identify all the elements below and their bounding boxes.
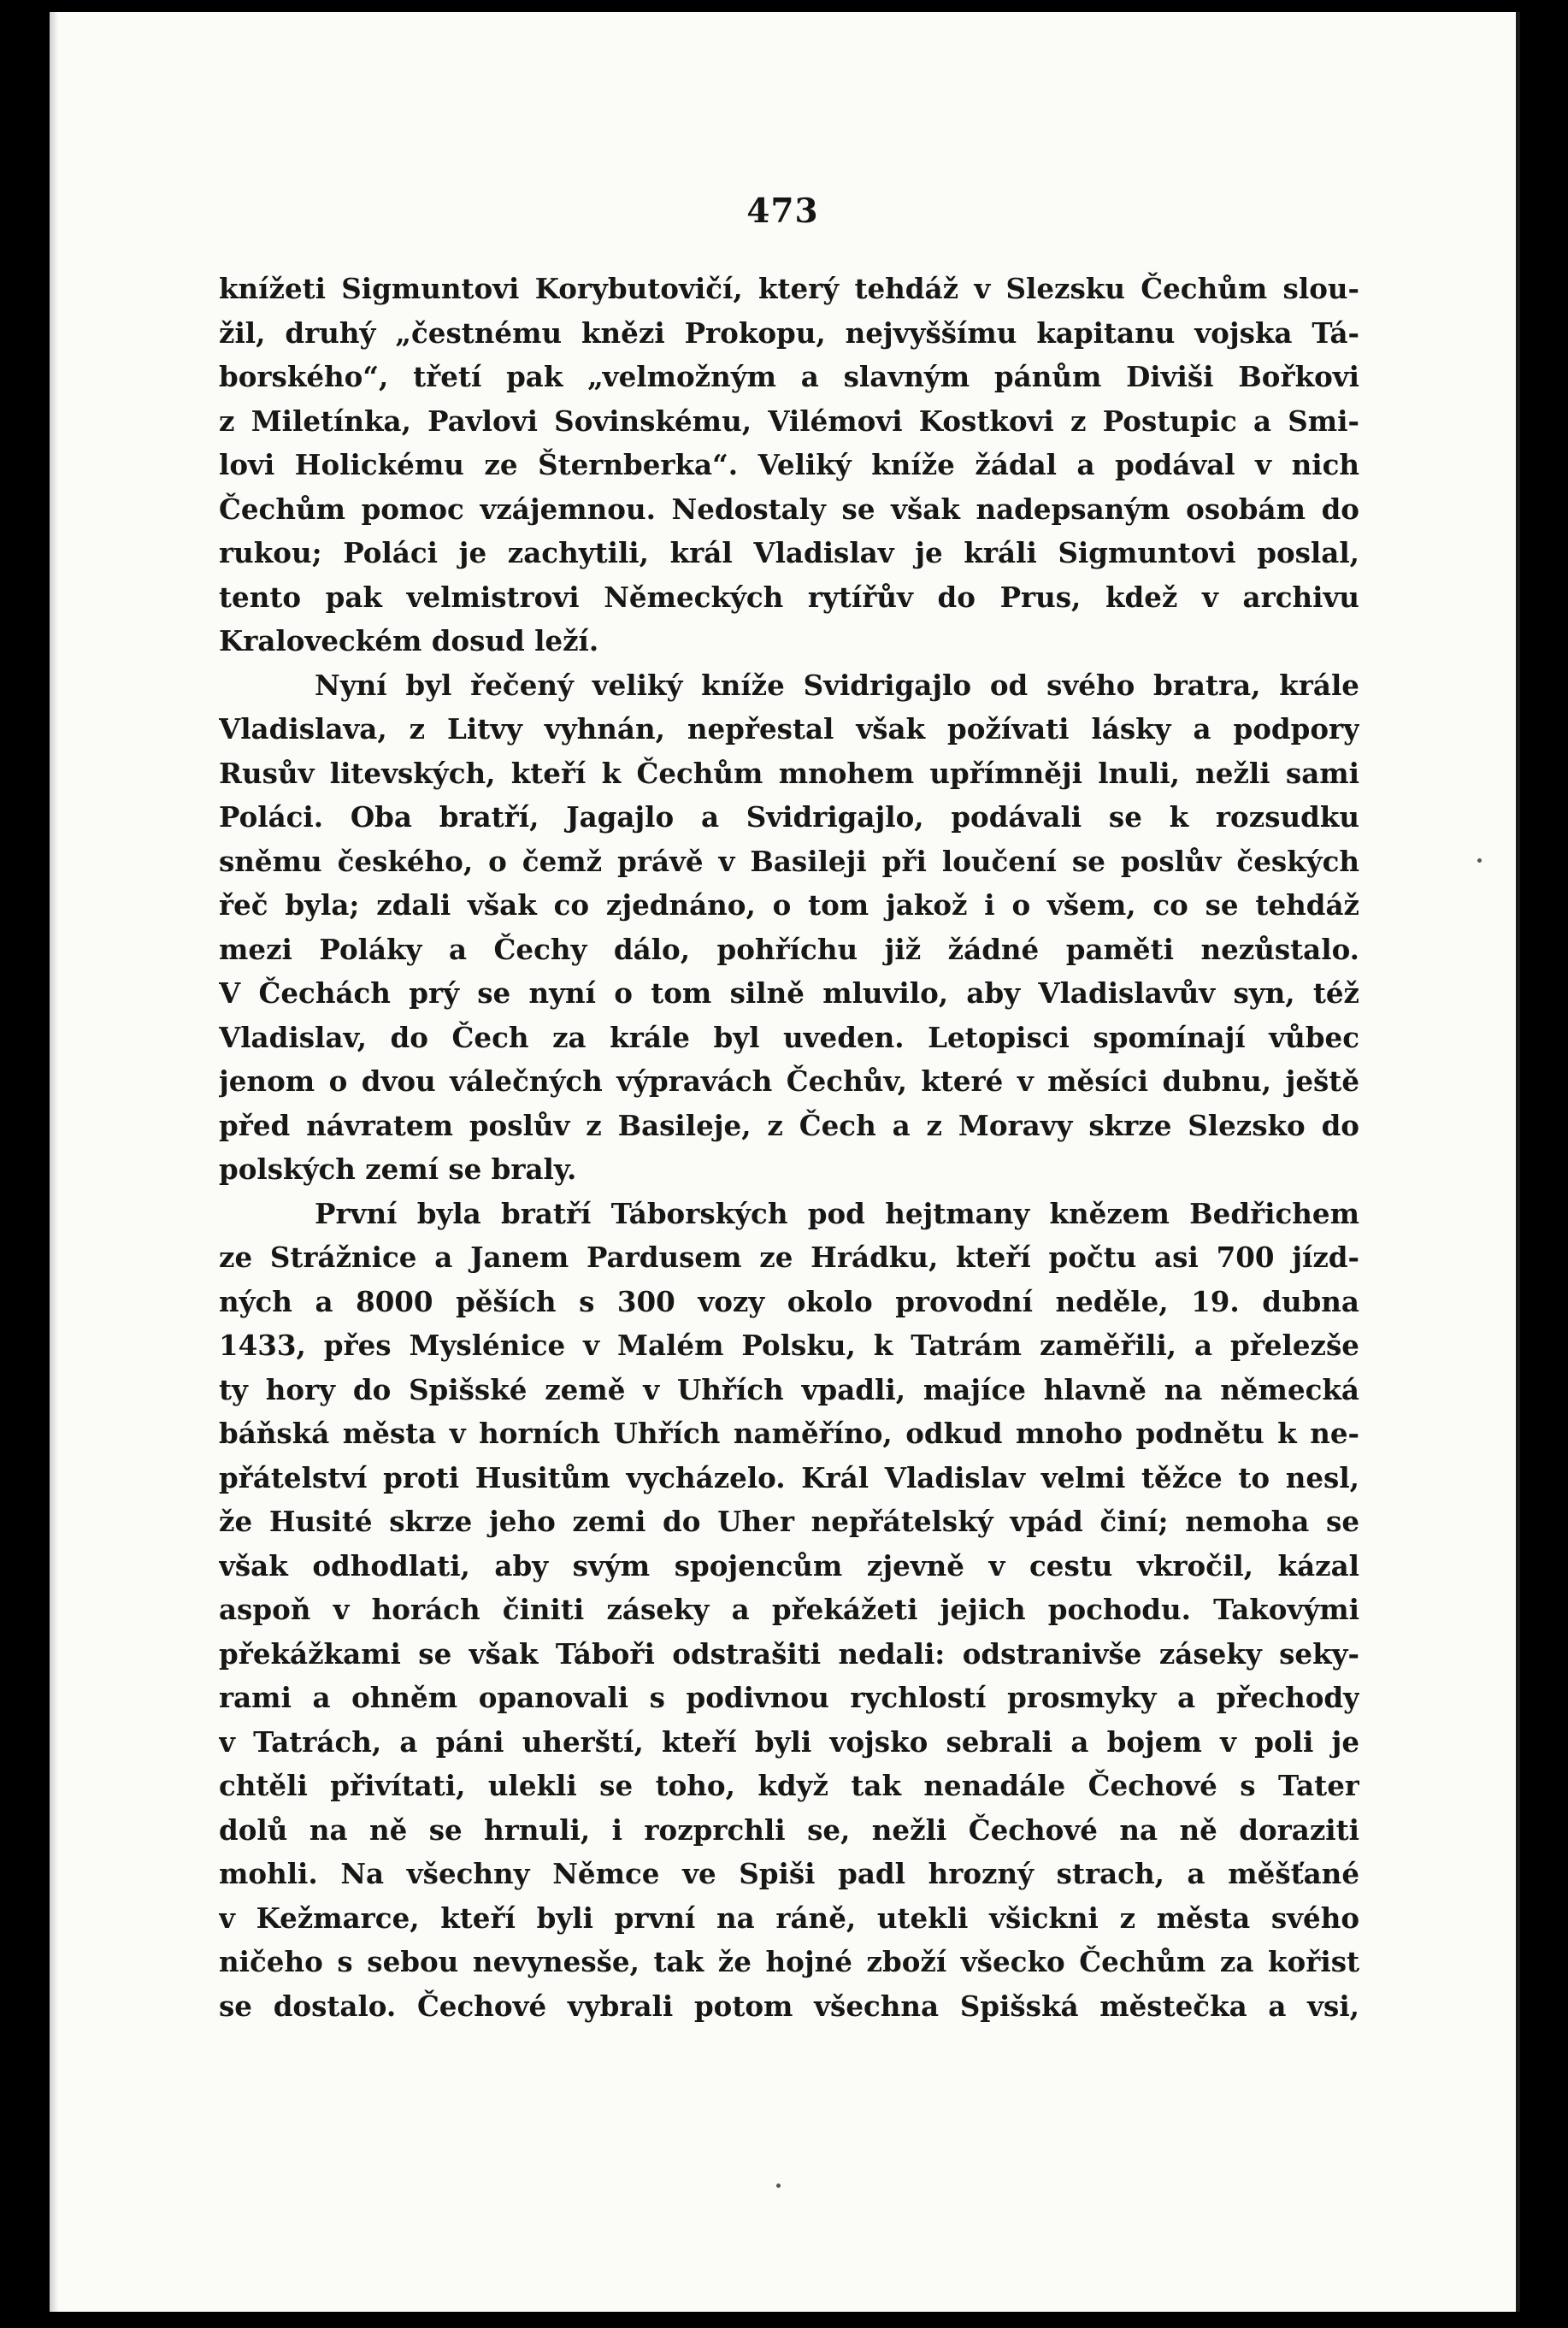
text-line: Rusův litevských, kteří k Čechům mnohem upřímněji lnuli, nežli sami <box>219 756 1359 790</box>
text-line: Vladislav, do Čech za krále byl uveden. Letopisci spomínají vůbec <box>219 1020 1359 1054</box>
text-line: ty hory do Spišské země v Uhřích vpadli, majíce hlavně na německá <box>219 1372 1359 1406</box>
text-line: dolů na ně se hrnuli, i rozprchli se, nežli Čechové na ně doraziti <box>219 1812 1359 1847</box>
text-line: mohli. Na všechny Němce ve Spiši padl hrozný strach, a měšťané <box>219 1857 1359 1890</box>
paragraph-start-line: První byla bratří Táborských pod hejtmany knězem Bedřichem <box>315 1196 1359 1230</box>
text-line: Čechům pomoc vzájemnou. Nedostaly se však nadepsaným osobám do <box>219 492 1359 526</box>
text-line: aspoň v horách činiti záseky a překážeti jejich pochodu. Takovými <box>219 1593 1359 1626</box>
text-line: se dostalo. Čechové vybrali potom všechna Spišská městečka a vsi, <box>219 1989 1359 2023</box>
text-line: Poláci. Oba bratří, Jagajlo a Svidrigajlo, podávali se k rozsudku <box>219 800 1359 834</box>
text-line: rukou; Poláci je zachytili, král Vladislav je králi Sigmuntovi poslal, <box>219 536 1359 569</box>
scan-speck <box>776 2184 781 2188</box>
text-line: ničeho s sebou nevynesše, tak že hojné zboží všecko Čechům za kořist <box>219 1945 1359 1978</box>
text-line: v Tatrách, a páni uherští, kteří byli vojsko sebrali a bojem v poli je <box>219 1724 1359 1759</box>
text-line: V Čechách prý se nyní o tom silně mluvilo, aby Vladislavův syn, též <box>219 976 1359 1010</box>
text-line: před návratem poslův z Basileje, z Čech a z Moravy skrze Slezsko do <box>219 1108 1359 1142</box>
text-line: chtěli přivítati, ulekli se toho, když tak nenadále Čechové s Tater <box>219 1769 1359 1802</box>
text-line: polských zemí se braly. <box>219 1152 577 1186</box>
text-line: že Husité skrze jeho zemi do Uher nepřátelský vpád činí; nemoha se <box>219 1505 1359 1538</box>
text-line: překážkami se však Táboři odstrašiti nedali: odstranivše záseky seky- <box>219 1636 1359 1671</box>
text-line: borského“, třetí pak „velmožným a slavným pánům Diviši Bořkovi <box>219 360 1359 393</box>
text-line: v Kežmarce, kteří byli první na ráně, utekli všickni z města svého <box>219 1901 1359 1935</box>
paragraph-start-line: Nyní byl řečený veliký kníže Svidrigajlo od svého bratra, krále <box>315 668 1359 702</box>
text-line: báňská města v horních Uhřích naměříno, odkud mnoho podnětu k ne- <box>219 1417 1359 1450</box>
page-gutter-shadow <box>50 12 58 2312</box>
text-line: z Miletínka, Pavlovi Sovinskému, Vilémovi Kostkovi z Postupic a Smi- <box>219 404 1359 438</box>
text-line: Kraloveckém dosud leží. <box>219 624 599 657</box>
text-line: 1433, přes Myslénice v Malém Polsku, k Tatrám zaměřili, a přelezše <box>219 1329 1359 1362</box>
page-number: 473 <box>746 192 819 231</box>
text-line: řeč byla; zdali však co zjednáno, o tom jakož i o všem, co se tehdáž <box>219 888 1359 922</box>
text-line: lovi Holickému ze Šternberka“. Veliký kníže žádal a podával v nich <box>219 448 1359 481</box>
text-line: rami a ohněm opanovali s podivnou rychlostí prosmyky a přechody <box>219 1681 1359 1714</box>
text-line: jenom o dvou válečných výpravách Čechův, které v měsíci dubnu, ještě <box>219 1064 1359 1098</box>
book-page <box>50 12 1520 2312</box>
text-line: sněmu českého, o čemž právě v Basileji při loučení se poslův českých <box>219 844 1359 878</box>
text-line: tento pak velmistrovi Německých rytířův do Prus, kdež v archivu <box>219 580 1359 614</box>
scan-speck <box>1477 858 1482 863</box>
body-text <box>219 267 1359 2028</box>
text-line: Vladislava, z Litvy vyhnán, nepřestal však požívati lásky a podpory <box>219 712 1359 746</box>
text-line: ných a 8000 pěších s 300 vozy okolo provodní neděle, 19. dubna <box>219 1284 1359 1318</box>
text-line: mezi Poláky a Čechy dálo, pohříchu již žádné paměti nezůstalo. <box>219 932 1359 966</box>
text-line: ze Strážnice a Janem Pardusem ze Hrádku, kteří počtu asi 700 jízd- <box>219 1241 1359 1274</box>
text-line: žil, druhý „čestnému knězi Prokopu, nejvyššímu kapitanu vojska Tá- <box>219 315 1359 350</box>
text-line: však odhodlati, aby svým spojencům zjevně v cestu vkročil, kázal <box>219 1548 1359 1582</box>
text-line: přátelství proti Husitům vycházelo. Král Vladislav velmi těžce to nesl, <box>219 1460 1359 1494</box>
text-line: knížeti Sigmuntovi Korybutovičí, který tehdáž v Slezsku Čechům slou- <box>219 272 1359 305</box>
